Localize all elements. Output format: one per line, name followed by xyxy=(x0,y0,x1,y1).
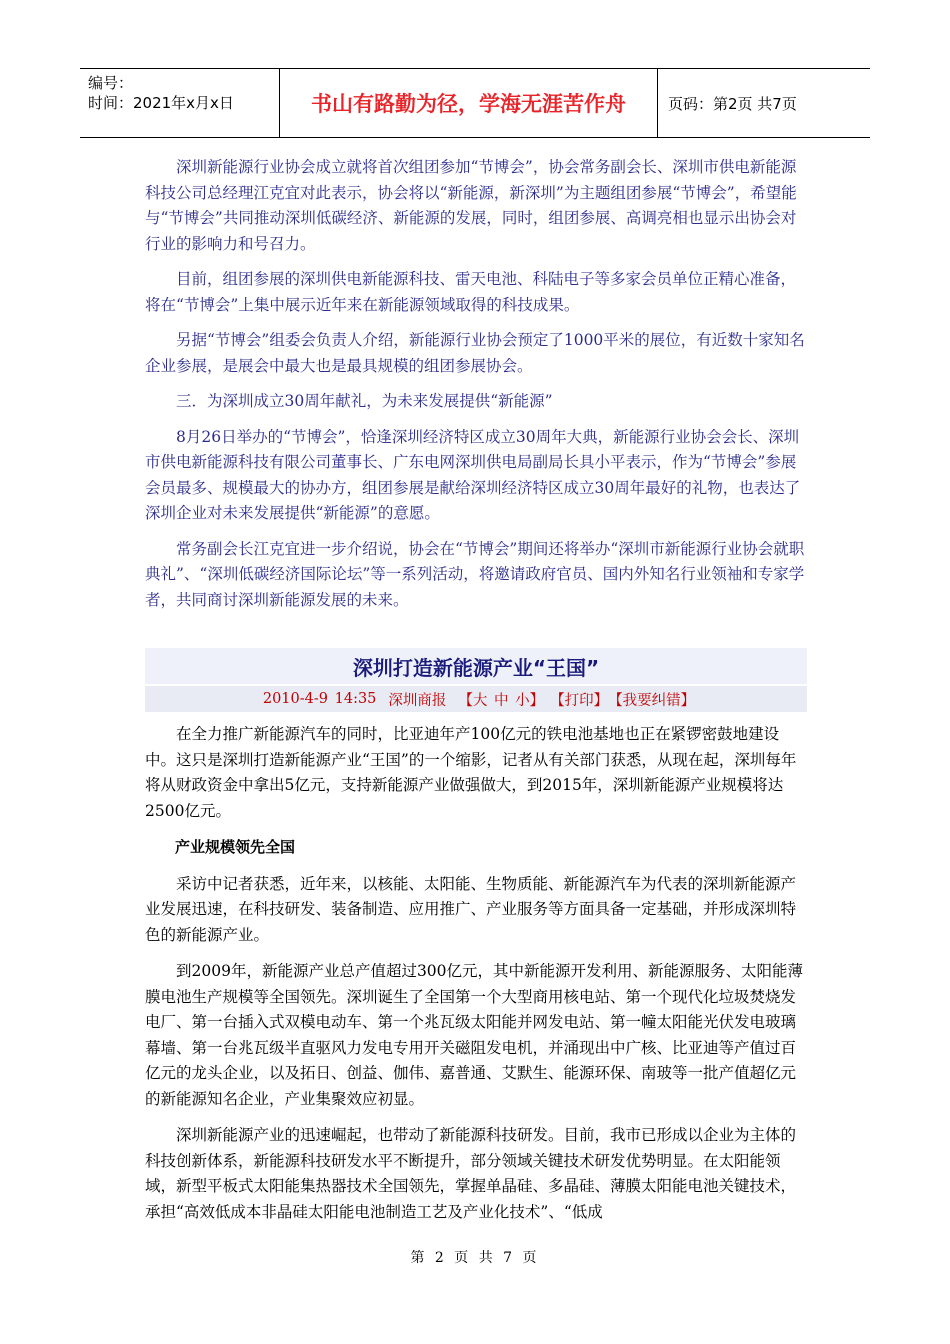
paragraph: 到2009年，新能源产业总产值超过300亿元，其中新能源开发利用、新能源服务、太阳能薄膜电池生产规模等全国领先。深圳诞生了全国第一个大型商用核电站、第一个现代化垃圾焚烧发电厂、第一台插入式双模电动车、第一个兆瓦级太阳能并网发电站、第一幢太阳能光伏发电玻璃幕墙、第一台兆瓦级半直驱风力发电专用开关磁阻发电机，并涌现出中广核、比亚迪等产值过百亿元的龙头企业，以及拓日、创益、伽伟、嘉普通、艾默生、能源环保、南玻等一批产值超亿元的新能源知名企业，产业集聚效应初显。 xyxy=(145,962,804,1108)
article-meta xyxy=(145,686,807,712)
article-body xyxy=(145,722,805,1222)
paragraph: 深圳新能源产业的迅速崛起，也带动了新能源科技研发。目前，我市已形成以企业为主体的科技创新体系，新能源科技研发水平不断提升，部分领域关键技术研发优势明显。在太阳能领域，新型平板式太阳能集热器技术全国领先，掌握单晶硅、多晶硅、薄膜太阳能电池关键技术，承担“高效低成本非晶硅太阳能电池制造工艺及产业化技术”、“低成 xyxy=(145,1126,797,1221)
paragraph: 目前，组团参展的深圳供电新能源科技、雷天电池、科陆电子等多家会员单位正精心准备，将在“节博会”上集中展示近年来在新能源领域取得的科技成果。 xyxy=(145,270,797,314)
print-link[interactable]: 【打印】 xyxy=(550,692,609,709)
article-date: 2010-4-9 14:35 xyxy=(262,691,377,707)
correct-link[interactable]: 【我要纠错】 xyxy=(608,692,696,709)
header-page-label: 页码：第2页 共7页 xyxy=(668,94,797,113)
number-label: 编号： xyxy=(88,74,134,92)
font-size-links[interactable]: 【大 中 小】 xyxy=(458,692,545,709)
paragraph: 另据“节博会”组委会负责人介绍，新能源行业协会预定了1000平米的展位，有近数十家知名企业参展，是展会中最大也是最具规模的组团参展协会。 xyxy=(145,331,805,375)
header-info xyxy=(80,69,280,137)
subheading: 产业规模领先全国 xyxy=(175,838,296,856)
section-heading: 三．为深圳成立30周年献礼，为未来发展提供“新能源” xyxy=(176,392,553,410)
paragraph: 常务副会长江克宜进一步介绍说，协会在“节博会”期间还将举办“深圳市新能源行业协会就职典礼”、“深圳低碳经济国际论坛”等一系列活动，将邀请政府官员、国内外知名行业领袖和专家学者，共同商讨深圳新能源发展的未来。 xyxy=(145,539,805,609)
continued-article xyxy=(145,155,805,623)
header-motto: 书山有路勤为径，学海无涯苦作舟 xyxy=(280,69,658,137)
paragraph: 8月26日举办的“节博会”，恰逢深圳经济特区成立30周年大典，新能源行业协会会长、深圳市供电新能源科技有限公司董事长、广东电网深圳供电局副局长具小平表示，作为“节博会”参展会员最多、规模最大的协办方，组团参展是献给深圳经济特区成立30周年最好的礼物，也表达了深圳企业对未来发展提供“新能源”的意愿。 xyxy=(145,427,801,522)
page-footer: 第 2 页 共 7 页 xyxy=(410,1250,540,1266)
paragraph: 采访中记者获悉，近年来，以核能、太阳能、生物质能、新能源汽车为代表的深圳新能源产业发展迅速，在科技研发、装备制造、应用推广、产业服务等方面具备一定基础，并形成深圳特色的新能源产业。 xyxy=(145,874,797,944)
article-source: 深圳商报 xyxy=(388,692,447,709)
date-label: 时间：2021年x月x日 xyxy=(88,94,234,112)
paragraph: 深圳新能源行业协会成立就将首次组团参加“节博会”，协会常务副会长、深圳市供电新能源科技公司总经理江克宜对此表示，协会将以“新能源，新深圳”为主题组团参展“节博会”，希望能与“节博会”共同推动深圳低碳经济、新能源的发展，同时，组团参展、高调亮相也显示出协会对行业的影响力和号召力。 xyxy=(145,158,797,253)
page-header xyxy=(80,68,870,138)
paragraph: 在全力推广新能源汽车的同时，比亚迪年产100亿元的铁电池基地也正在紧锣密鼓地建设中。这只是深圳打造新能源产业“王国”的一个缩影，记者从有关部门获悉，从现在起，深圳每年将从财政资金中拿出5亿元，支持新能源产业做强做大，到2015年，深圳新能源产业规模将达2500亿元。 xyxy=(145,725,797,820)
article-title: 深圳打造新能源产业“王国” xyxy=(145,648,807,684)
